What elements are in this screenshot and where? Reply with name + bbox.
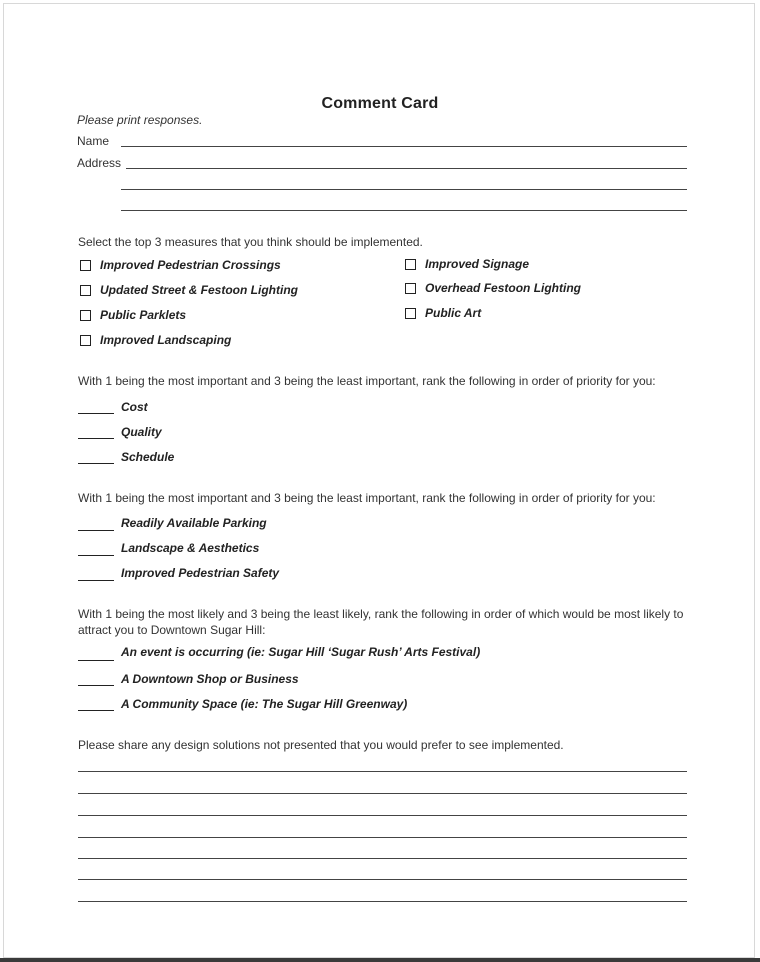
print-instructions: Please print responses. [77, 113, 203, 127]
checkbox[interactable] [405, 308, 416, 319]
checkbox[interactable] [405, 259, 416, 270]
rank-item-label: Improved Pedestrian Safety [121, 566, 280, 580]
rank-item-label: Landscape & Aesthetics [121, 541, 260, 555]
rank-item-label: An event is occurring (ie: Sugar Hill ‘Sugar Rush’ Arts Festival) [121, 645, 481, 659]
rank-blank[interactable] [78, 530, 114, 531]
response-line[interactable] [78, 879, 687, 880]
checkbox[interactable] [80, 260, 91, 271]
measure-option-label: Updated Street & Festoon Lighting [100, 283, 298, 297]
rank-question-3: With 1 being the most likely and 3 being the least likely, rank the following in order of which would be most likely to attract you to Downtown Sugar Hill: [78, 607, 684, 637]
checkbox[interactable] [405, 283, 416, 294]
measure-option[interactable] [80, 283, 298, 297]
address-field-line-1[interactable] [126, 168, 687, 169]
rank-item-label: A Community Space (ie: The Sugar Hill Greenway) [121, 697, 408, 711]
rank-blank[interactable] [78, 463, 114, 464]
page-title: Comment Card [321, 95, 439, 112]
response-line[interactable] [78, 793, 687, 794]
measure-option-label: Improved Pedestrian Crossings [100, 258, 281, 272]
measure-option-label: Overhead Festoon Lighting [425, 281, 582, 295]
address-label: Address [77, 156, 122, 170]
measure-option[interactable] [80, 258, 281, 272]
measure-option-label: Public Art [425, 306, 482, 320]
checkbox[interactable] [80, 335, 91, 346]
measure-option[interactable] [80, 308, 186, 322]
design-question: Please share any design solutions not presented that you would prefer to see implemented. [78, 738, 564, 752]
name-field[interactable] [121, 146, 687, 147]
address-field-line-3[interactable] [121, 210, 687, 211]
checkbox[interactable] [80, 285, 91, 296]
rank-item-label: Cost [121, 400, 148, 414]
rank-blank[interactable] [78, 438, 114, 439]
rank-blank[interactable] [78, 413, 114, 414]
checkbox[interactable] [80, 310, 91, 321]
measure-option[interactable] [405, 281, 581, 295]
response-line[interactable] [78, 815, 687, 816]
response-line[interactable] [78, 901, 687, 902]
rank-blank[interactable] [78, 660, 114, 661]
rank-item-label: Readily Available Parking [121, 516, 267, 530]
name-label: Name [77, 134, 110, 148]
measure-option-label: Improved Landscaping [100, 333, 232, 347]
rank-item-label: A Downtown Shop or Business [121, 672, 299, 686]
measure-option[interactable] [80, 333, 231, 347]
address-field-line-2[interactable] [121, 189, 687, 190]
response-line[interactable] [78, 837, 687, 838]
measure-option[interactable] [405, 257, 529, 271]
rank-item-label: Quality [121, 425, 162, 439]
response-line[interactable] [78, 858, 687, 859]
rank-item-label: Schedule [121, 450, 175, 464]
measure-option[interactable] [405, 306, 481, 320]
rank-question-1: With 1 being the most important and 3 being the least important, rank the following in order of priority for you: [78, 374, 656, 388]
measure-option-label: Public Parklets [100, 308, 187, 322]
response-line[interactable] [78, 771, 687, 772]
bottom-rule [0, 958, 760, 962]
rank-question-2: With 1 being the most important and 3 being the least important, rank the following in order of priority for you: [78, 491, 656, 505]
rank-blank[interactable] [78, 710, 114, 711]
measures-question: Select the top 3 measures that you think should be implemented. [78, 235, 423, 249]
measure-option-label: Improved Signage [425, 257, 530, 271]
rank-blank[interactable] [78, 685, 114, 686]
rank-blank[interactable] [78, 555, 114, 556]
rank-blank[interactable] [78, 580, 114, 581]
